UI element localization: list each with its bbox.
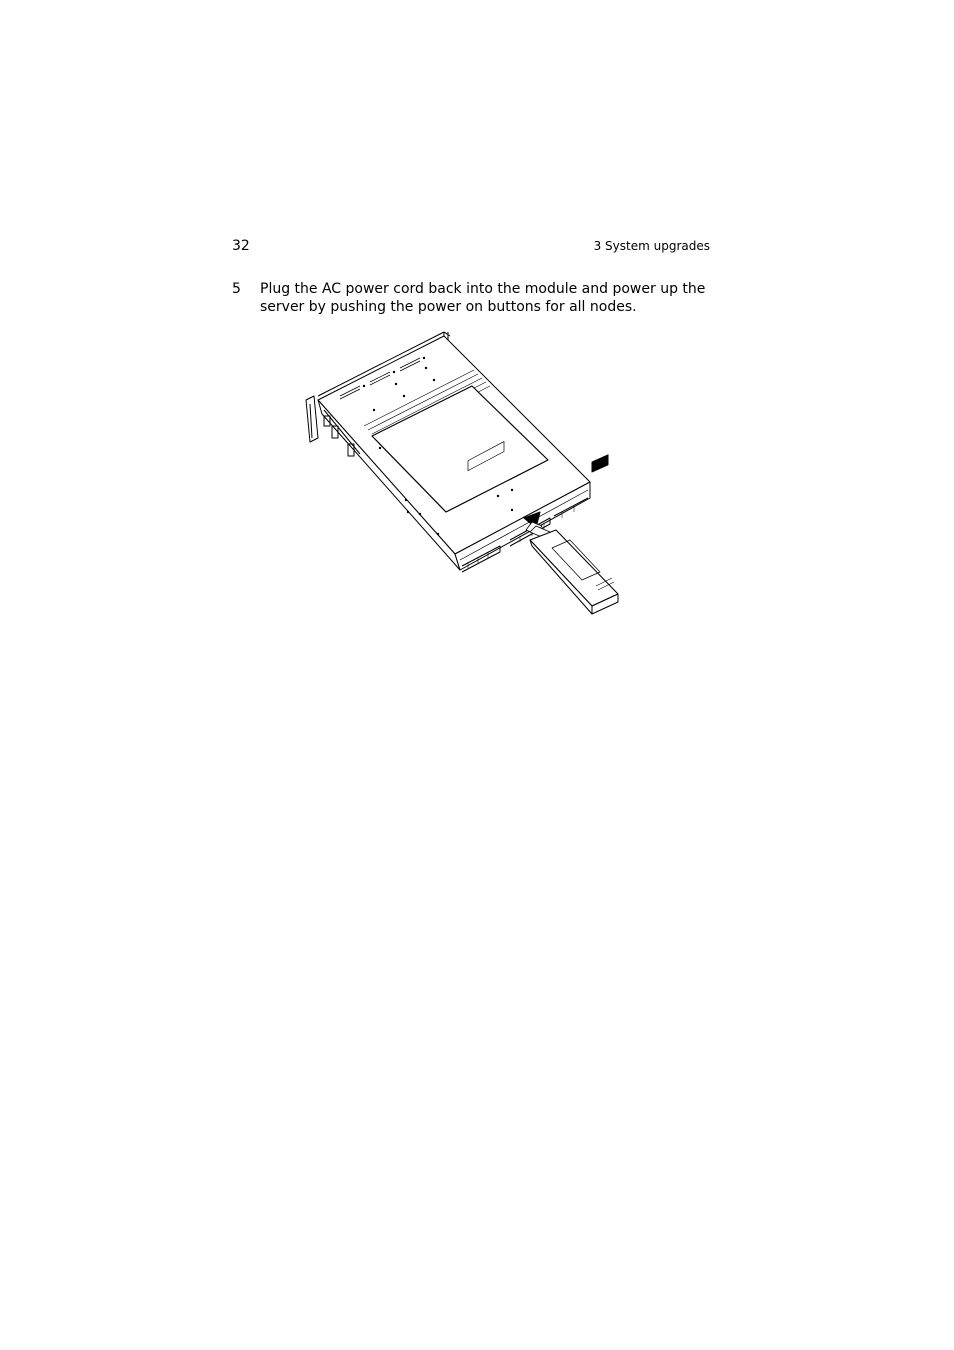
page-number: 32 [232, 238, 250, 254]
step-number: 5 [232, 281, 241, 297]
server-psu-illustration [300, 326, 630, 618]
server-chassis-icon [300, 326, 630, 618]
step-text: Plug the AC power cord back into the module and power up the server by pushing the power on buttons for all nodes. [260, 281, 706, 315]
chapter-title: 3 System upgrades [593, 239, 710, 253]
